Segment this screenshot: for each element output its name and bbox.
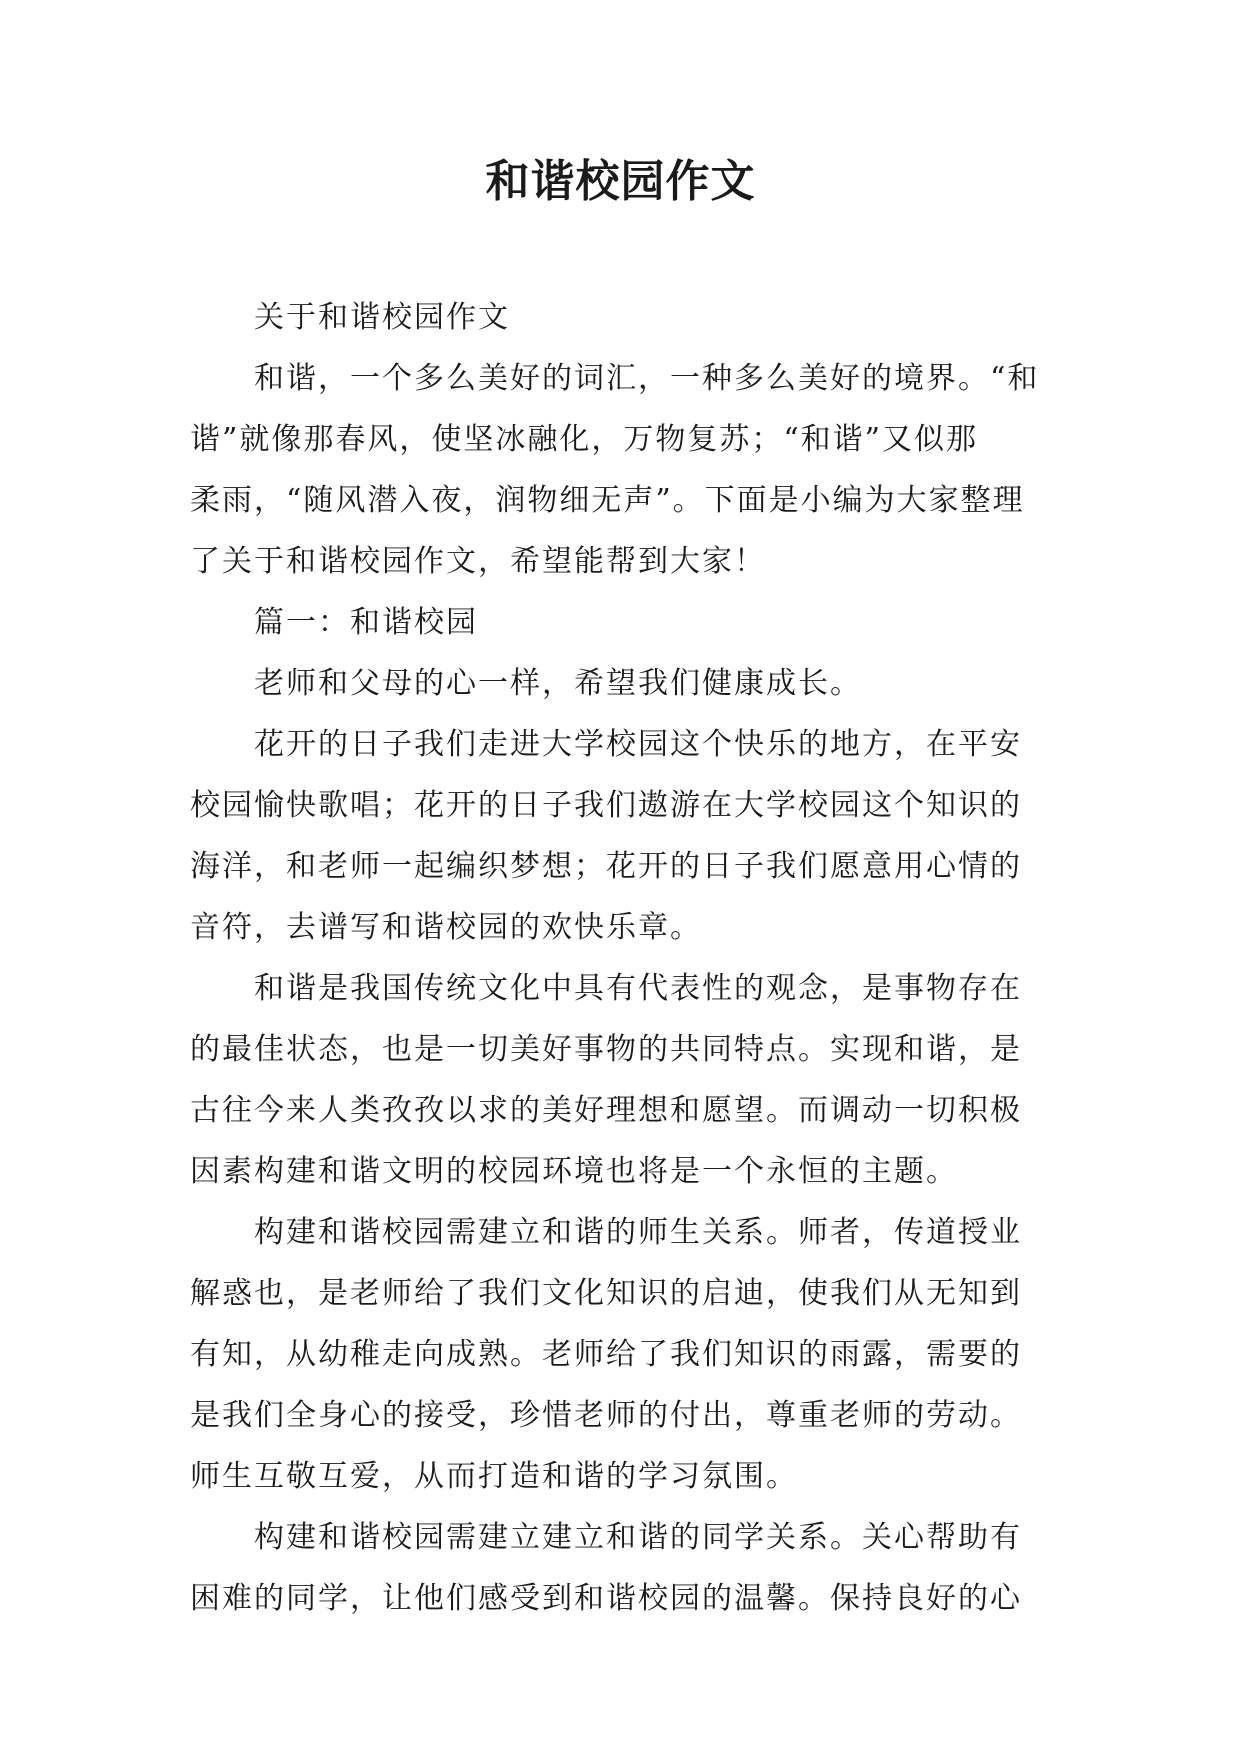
text-line: 构建和谐校园需建立建立和谐的同学关系。关心帮助有 xyxy=(254,1520,1022,1555)
document-body xyxy=(190,287,1060,1629)
document-title: 和谐校园作文 xyxy=(485,156,756,207)
text-line: 的最佳状态，也是一切美好事物的共同特点。实现和谐，是 xyxy=(190,1032,1022,1067)
text-line: 了关于和谐校园作文，希望能帮到大家！ xyxy=(190,544,766,579)
text-line: 音符，去谱写和谐校园的欢快乐章。 xyxy=(190,910,702,945)
text-line: 是我们全身心的接受，珍惜老师的付出，尊重老师的劳动。 xyxy=(190,1398,1022,1433)
text-line: 和谐是我国传统文化中具有代表性的观念，是事物存在 xyxy=(254,971,1022,1006)
text-line: 构建和谐校园需建立和谐的师生关系。师者，传道授业 xyxy=(254,1215,1022,1250)
text-line: 关于和谐校园作文 xyxy=(254,300,510,335)
text-line: 老师和父母的心一样，希望我们健康成长。 xyxy=(254,666,862,701)
text-line: 谐”就像那春风，使坚冰融化，万物复苏；“和谐”又似那 xyxy=(190,422,979,457)
text-line: 有知，从幼稚走向成熟。老师给了我们知识的雨露，需要的 xyxy=(190,1337,1022,1372)
text-line: 和谐，一个多么美好的词汇，一种多么美好的境界。“和 xyxy=(254,361,1040,396)
text-line: 解惑也，是老师给了我们文化知识的启迪，使我们从无知到 xyxy=(190,1276,1022,1311)
text-line: 海洋，和老师一起编织梦想；花开的日子我们愿意用心情的 xyxy=(190,849,1022,884)
text-line: 花开的日子我们走进大学校园这个快乐的地方，在平安 xyxy=(254,727,1022,762)
text-line: 柔雨，“随风潜入夜，润物细无声”。下面是小编为大家整理 xyxy=(190,483,1025,518)
text-line: 古往今来人类孜孜以求的美好理想和愿望。而调动一切积极 xyxy=(190,1093,1022,1128)
text-line: 师生互敬互爱，从而打造和谐的学习氛围。 xyxy=(190,1459,798,1494)
text-line: 篇一：和谐校园 xyxy=(254,605,478,640)
text-line: 因素构建和谐文明的校园环境也将是一个永恒的主题。 xyxy=(190,1154,958,1189)
text-line: 困难的同学，让他们感受到和谐校园的温馨。保持良好的心 xyxy=(190,1581,1022,1616)
text-line: 校园愉快歌唱；花开的日子我们遨游在大学校园这个知识的 xyxy=(190,788,1022,823)
